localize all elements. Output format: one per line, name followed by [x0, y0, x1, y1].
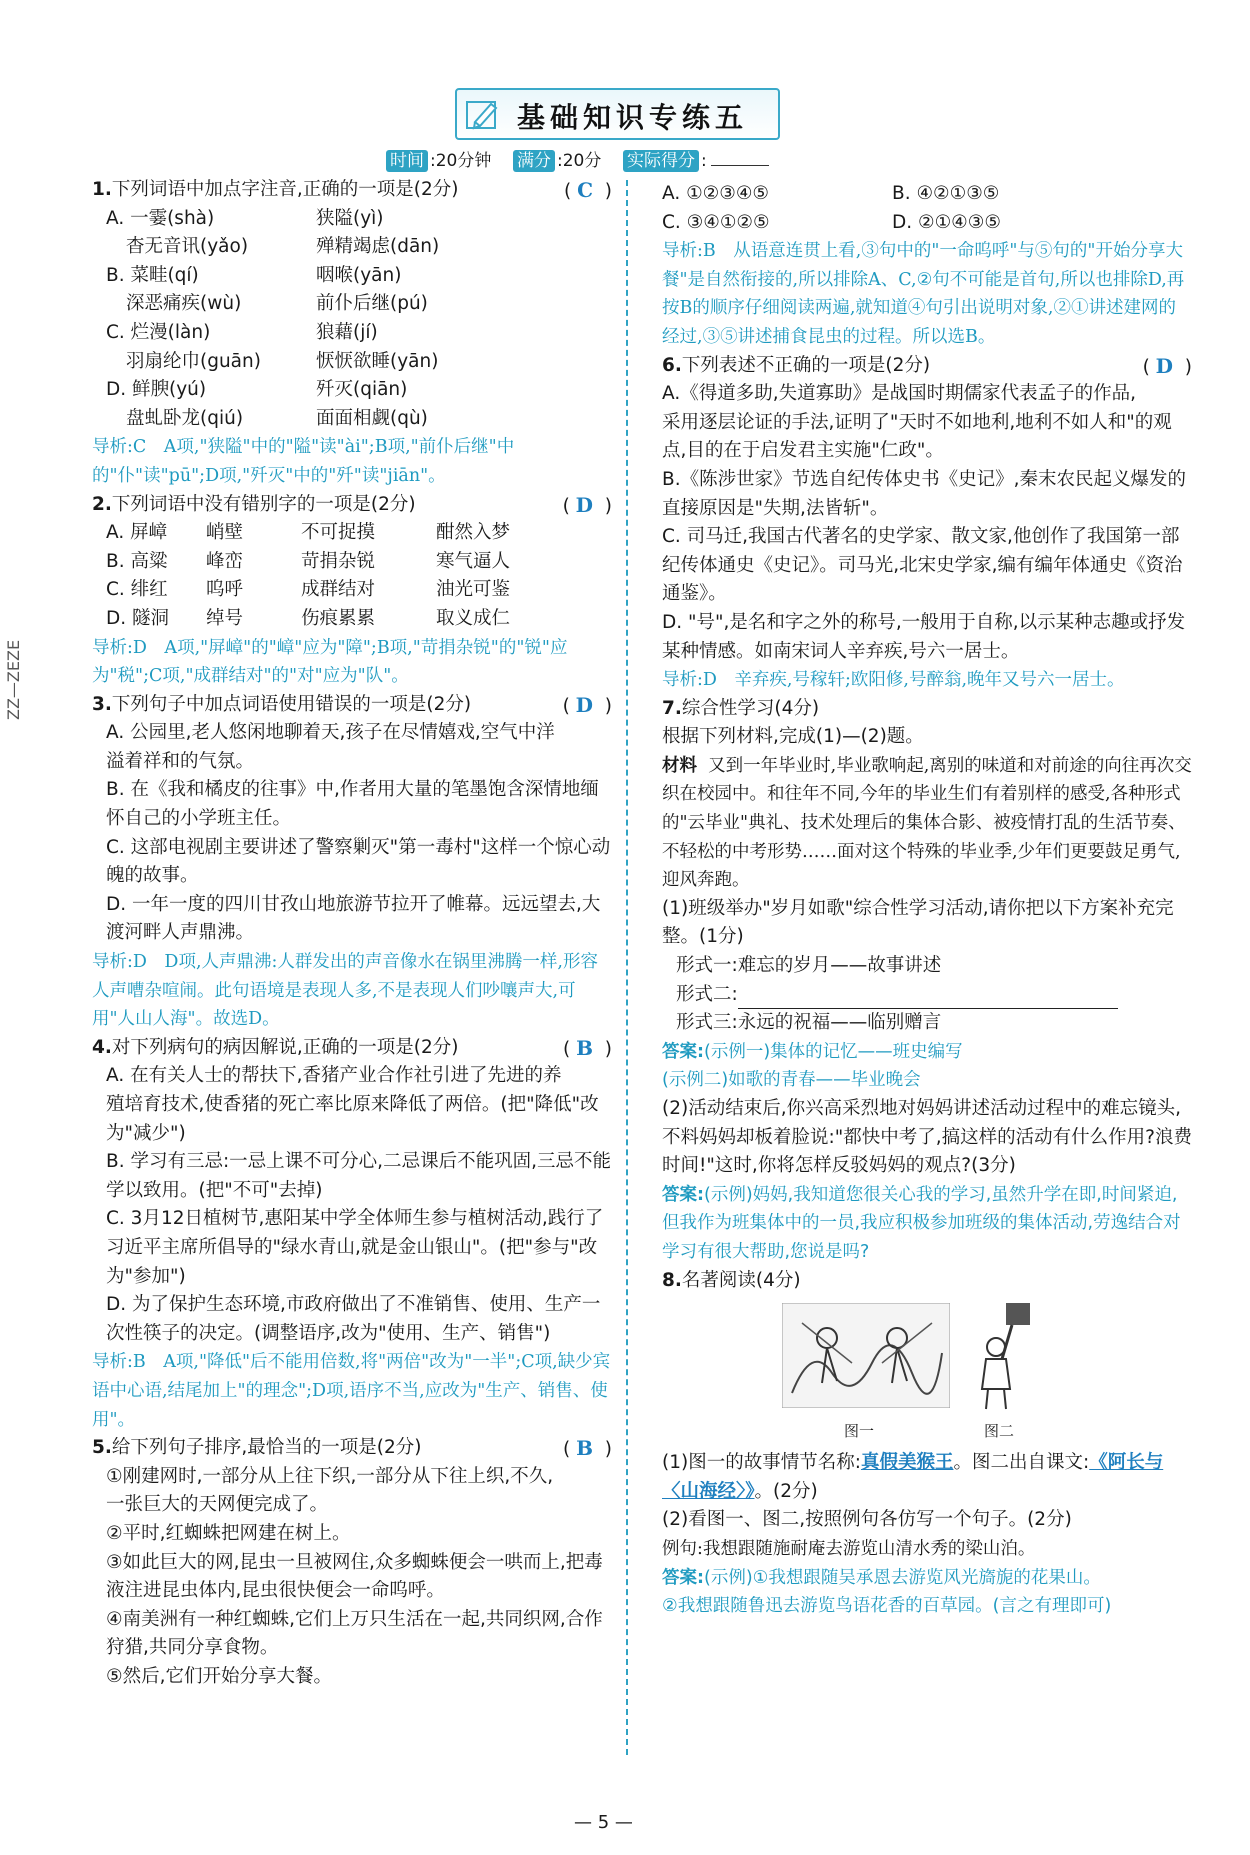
q1-option: 狼藉(jí): [316, 321, 378, 343]
q7-answer2-label: 答案:: [662, 1184, 704, 1205]
q2-cell: 峭壁: [206, 522, 244, 544]
q3-paren-open: (: [562, 695, 570, 717]
q1-option: 杳无音讯(yǎo): [126, 236, 249, 258]
q1-option: D. 鲜腴(yú): [106, 379, 207, 401]
left-column: [92, 176, 612, 1691]
q2-paren-open: (: [562, 495, 570, 517]
q7-material: 又到一年毕业时,毕业歌响起,离别的味道和对前途的向往再次交织在校园中。和往年不同,今年的毕业生们有着别样的感受,各种形式的"云毕业"典礼、技术处理后的集体合影、被疫情打乱的生活节奏、不轻松的中考形势……面对这个特殊的毕业季,少年们更要鼓足勇气,迎风奔跑。: [662, 755, 1192, 891]
q1-paren-open: (: [563, 181, 572, 202]
q3-paren-close: ): [604, 695, 612, 717]
q5-answer: B: [576, 1436, 594, 1461]
score-value: :20分: [556, 151, 602, 171]
q6-stem: 下列表述不正确的一项是(2分): [681, 354, 931, 376]
q8-stem: 名著阅读(4分): [681, 1269, 801, 1291]
q2-option-row: [92, 605, 612, 634]
q2-cell: 峰峦: [206, 550, 244, 572]
q6-number: 6.: [662, 354, 682, 376]
side-code: ZZ—ZEZE: [4, 639, 23, 720]
q6-option-a: A.《得道多助,失道寡助》是战国时期儒家代表孟子的作品,采用逐层论证的手法,证明了"天时不如地利,地利不如人和"的观点,目的在于启发君主实施"仁政"。: [662, 383, 1172, 462]
q6-option-c: C. 司马迁,我国古代著名的史学家、散文家,他创作了我国第一部纪传体通史《史记》。司马光,北宋史学家,编有编年体通史《资治通鉴》。: [662, 526, 1183, 605]
q8-part1b: 。图二出自课文:: [953, 1452, 1090, 1474]
q6-analysis: 导析:D 辛弃疾,号稼轩;欧阳修,号醉翁,晚年又号六一居士。: [662, 670, 1125, 691]
q2-cell: 苛捐杂锐: [301, 550, 376, 572]
q8-answer1: (示例)①我想跟随吴承恩去游览风光旖旎的花果山。: [704, 1567, 1101, 1588]
q7-stem: 综合性学习(4分): [681, 697, 820, 719]
column-divider: [626, 180, 628, 1755]
q1-option: 狭隘(yì): [316, 207, 384, 229]
q7-form2: 形式二:: [676, 983, 738, 1005]
q6-option-b: B.《陈涉世家》节选自纪传体史书《史记》,秦末农民起义爆发的直接原因是"失期,法皆斩"。: [662, 468, 1186, 519]
q2-cell: A. 屏嶂: [106, 522, 168, 544]
q5-analysis: 导析:B 从语意连贯上看,③句中的"一命呜呼"与⑤句的"开始分享大餐"是自然衔接的,所以排除A、C,②句不可能是首句,所以也排除D,再按B的顺序仔细阅读两遍,就知道④句引出说明对象,②①讲述建网的经过,③⑤讲述捕食昆虫的过程。所以选B。: [662, 241, 1185, 347]
q7-part1: (1)班级举办"岁月如歌"综合性学习活动,请你把以下方案补充完整。(1分): [662, 897, 1174, 948]
q1-option: 恹恹欲睡(yān): [316, 350, 439, 372]
q2-number: 2.: [92, 493, 112, 515]
q1-answer: C: [577, 178, 594, 202]
actual-score-value: :: [700, 151, 707, 171]
q5-option-d: D. ②①④③⑤: [892, 211, 1001, 233]
q8-part1a: (1)图一的故事情节名称:: [662, 1452, 861, 1474]
q3-stem: 下列句子中加点词语使用错误的一项是(2分): [111, 693, 472, 715]
q2-cell: D. 隧洞: [106, 607, 170, 629]
q1-option: 前仆后继(pú): [316, 293, 428, 315]
q1-option: 深恶痛疾(wù): [126, 293, 242, 315]
q8-example: 例句:我想跟随施耐庵去游览山清水秀的梁山泊。: [662, 1538, 1036, 1559]
q4-option-c: C. 3月12日植树节,惠阳某中学全体师生参与植树活动,践行了习近平主席所倡导的"绿水青山,就是金山银山"。(把"参与"改为"参加"): [106, 1208, 604, 1287]
q1-option: 歼灭(qiān): [316, 379, 408, 401]
q7-answer2: (示例)妈妈,我知道您很关心我的学习,虽然升学在即,时间紧迫,但我作为班集体中的一员,我应积极参加班级的集体活动,劳逸结合对学习有很大帮助,您说是吗?: [662, 1184, 1181, 1262]
question-6: [662, 352, 1192, 695]
q3-analysis: 导析:D D项,人声鼎沸:人群发出的声音像水在锅里沸腾一样,形容人声嘈杂喧闹。此句语境是表现人多,不是表现人们吵嚷声大,可用"人山人海"。故选D。: [92, 952, 598, 1030]
q4-analysis: 导析:B A项,"降低"后不能用倍数,将"两倍"改为"一半";C项,缺少宾语中心语,结尾加上"的理念";D项,语序不当,应改为"生产、销售、使用"。: [92, 1352, 611, 1430]
q5-sentence-1: ①刚建网时,一部分从上往下织,一部分从下往上织,不久,一张巨大的天网便完成了。: [106, 1465, 554, 1516]
q3-number: 3.: [92, 693, 112, 715]
q5-sentence-4: ④南美洲有一种红蜘蛛,它们上万只生活在一起,共同织网,合作狩猎,共同分享食物。: [106, 1608, 603, 1659]
time-label: 时间: [386, 150, 428, 172]
q1-number: 1.: [92, 179, 112, 200]
q4-paren-close: ): [604, 1038, 612, 1060]
q4-number: 4.: [92, 1036, 112, 1058]
q4-answer: B: [576, 1035, 594, 1060]
right-column: [662, 180, 1192, 1621]
q1-option: A. 一霎(shà): [106, 207, 215, 229]
page-number: — 5 —: [574, 1812, 633, 1833]
q2-stem: 下列词语中没有错别字的一项是(2分): [111, 493, 416, 515]
q5-sentence-2: ②平时,红蜘蛛把网建在树上。: [106, 1522, 351, 1544]
q8-part2: (2)看图一、图二,按照例句各仿写一个句子。(2分): [662, 1509, 1072, 1531]
q2-cell: 呜呼: [206, 579, 244, 601]
q4-option-d: D. 为了保护生态环境,市政府做出了不准销售、使用、生产一次性筷子的决定。(调整语序,改为"使用、生产、销售"): [106, 1294, 601, 1344]
q1-option: 盘虬卧龙(qiú): [126, 407, 244, 429]
q2-cell: B. 高粱: [106, 550, 168, 572]
question-2: [92, 491, 612, 691]
q5-stem: 给下列句子排序,最恰当的一项是(2分): [111, 1437, 422, 1459]
q5-paren-close: ): [604, 1439, 612, 1461]
q3-option-c: C. 这部电视剧主要讲述了警察剿灭"第一毒村"这样一个惊心动魄的故事。: [106, 836, 611, 887]
actual-score-blank[interactable]: [711, 165, 769, 166]
q2-option-row: [92, 576, 612, 605]
q6-answer: D: [1155, 353, 1174, 378]
q2-cell: 取义成仁: [436, 607, 511, 629]
q6-option-d: D. "号",是名和字之外的称号,一般用于自称,以示某种志趣或抒发某种情感。如南宋词人辛弃疾,号六一居士。: [662, 611, 1186, 662]
q2-cell: 成群结对: [301, 579, 376, 601]
question-1: [92, 176, 612, 491]
q1-option: 咽喉(yān): [316, 264, 402, 286]
q5-option-a: A. ①②③④⑤: [662, 183, 770, 204]
q4-option-b: B. 学习有三忌:一忌上课不可分心,二忌课后不能巩固,三忌不能学以致用。(把"不可"去掉): [106, 1151, 611, 1201]
q2-answer: D: [575, 492, 594, 517]
q8-answer-label: 答案:: [662, 1567, 704, 1588]
figure-1-caption: 图一: [844, 1422, 875, 1441]
q7-material-label: 材料: [662, 755, 697, 776]
figure-1-illustration: [782, 1303, 950, 1408]
q7-answer1-label: 答案:: [662, 1041, 704, 1062]
q5-sentence-5: ⑤然后,它们开始分享大餐。: [106, 1665, 332, 1687]
q1-option: 殚精竭虑(dān): [316, 236, 440, 258]
question-8: [662, 1267, 1192, 1621]
figure-2-illustration: [972, 1299, 1034, 1411]
q2-cell: 伤痕累累: [301, 607, 376, 629]
q1-stem: 下列词语中加点字注音,正确的一项是(2分): [111, 179, 459, 200]
q2-cell: 油光可鉴: [436, 579, 511, 601]
q1-option: 羽扇纶巾(guān): [126, 350, 261, 372]
q1-analysis: 导析:C A项,"狭隘"中的"隘"读"ài";B项,"前仆后继"中的"仆"读"pū";D项,"歼灭"中的"歼"读"jiān"。: [92, 437, 515, 486]
q5-option-c: C. ③④①②⑤: [662, 211, 770, 233]
q7-part2: (2)活动结束后,你兴高采烈地对妈妈讲述活动过程中的难忘镜头,不料妈妈却板着脸说:"都快中考了,搞这样的活动有什么作用?浪费时间!"这时,你将怎样反驳妈妈的观点?(3分): [662, 1098, 1192, 1177]
q8-part1c: 。(2分): [754, 1480, 818, 1502]
q4-paren-open: (: [563, 1038, 571, 1060]
q7-form3: 形式三:永远的祝福——临别赠言: [676, 1012, 942, 1034]
q7-intro: 根据下列材料,完成(1)—(2)题。: [662, 726, 924, 748]
page-title: 基础知识专练五: [517, 101, 749, 134]
q6-paren-open: (: [1142, 356, 1150, 378]
question-5: [92, 1434, 612, 1691]
q3-option-a: A. 公园里,老人悠闲地聊着天,孩子在尽情嬉戏,空气中洋溢着祥和的气氛。: [106, 722, 555, 772]
q7-number: 7.: [662, 697, 682, 719]
q8-answer2: ②我想跟随鲁迅去游览鸟语花香的百草园。(言之有理即可): [662, 1596, 1112, 1617]
q3-option-d: D. 一年一度的四川甘孜山地旅游节拉开了帷幕。远远望去,大渡河畔人声鼎沸。: [106, 893, 601, 944]
q8-figures: [662, 1299, 1192, 1449]
q2-option-row: [92, 548, 612, 577]
actual-score-label: 实际得分: [623, 150, 699, 172]
q5-sentence-3: ③如此巨大的网,昆虫一旦被网住,众多蜘蛛便会一哄而上,把毒液注进昆虫体内,昆虫很快便会一命呜呼。: [106, 1551, 603, 1602]
q7-answer1a: (示例一)集体的记忆——班史编写: [704, 1041, 963, 1062]
time-value: :20分钟: [430, 151, 492, 171]
q4-stem: 对下列病句的病因解说,正确的一项是(2分): [111, 1036, 459, 1058]
q4-option-a: A. 在有关人士的帮扶下,香猪产业合作社引进了先进的养殖培育技术,使香猪的死亡率比原来降低了两倍。(把"降低"改为"减少"): [106, 1065, 599, 1144]
q7-form1: 形式一:难忘的岁月——故事讲述: [676, 955, 942, 977]
q2-paren-close: ): [604, 495, 612, 517]
q1-option: 面面相觑(qù): [316, 407, 428, 429]
q5-option-b: B. ④②①③⑤: [892, 183, 1000, 204]
q3-answer: D: [575, 692, 594, 717]
question-3: [92, 691, 612, 1034]
q8-answer-plot: 真假美猴王: [860, 1452, 954, 1474]
q8-number: 8.: [662, 1269, 682, 1291]
q2-cell: 寒气逼人: [436, 550, 511, 572]
q2-analysis: 导析:D A项,"屏嶂"的"嶂"应为"障";B项,"苛捐杂锐"的"锐"应为"税";C项,"成群结对"的"对"应为"队"。: [92, 637, 568, 687]
pencil-icon: [465, 96, 501, 132]
q1-option: C. 烂漫(làn): [106, 321, 211, 343]
q2-cell: C. 绯红: [106, 579, 168, 601]
question-4: [92, 1034, 612, 1434]
figure-2-caption: 图二: [984, 1422, 1015, 1441]
q8-answer-text: 《阿长与〈山海经〉》: [662, 1452, 1164, 1502]
q5-options: [662, 180, 1192, 352]
q5-number: 5.: [92, 1437, 112, 1459]
q7-answer1b: (示例二)如歌的青春——毕业晚会: [662, 1070, 921, 1091]
q1-option: B. 菜畦(qí): [106, 264, 199, 286]
meta-line: [386, 146, 769, 171]
score-label: 满分: [513, 150, 555, 172]
q2-cell: 绰号: [206, 607, 244, 629]
q5-paren-open: (: [563, 1439, 571, 1461]
q2-option-row: [92, 519, 563, 548]
q3-option-b: B. 在《我和橘皮的往事》中,作者用大量的笔墨饱含深情地缅怀自己的小学班主任。: [106, 779, 599, 830]
q1-paren-close: ): [604, 181, 612, 202]
question-7: [662, 695, 1192, 1267]
title-banner: [455, 88, 780, 140]
q2-cell: 不可捉摸: [301, 522, 376, 544]
q2-cell: 酣然入梦: [436, 522, 511, 544]
q6-paren-close: ): [1184, 356, 1192, 378]
